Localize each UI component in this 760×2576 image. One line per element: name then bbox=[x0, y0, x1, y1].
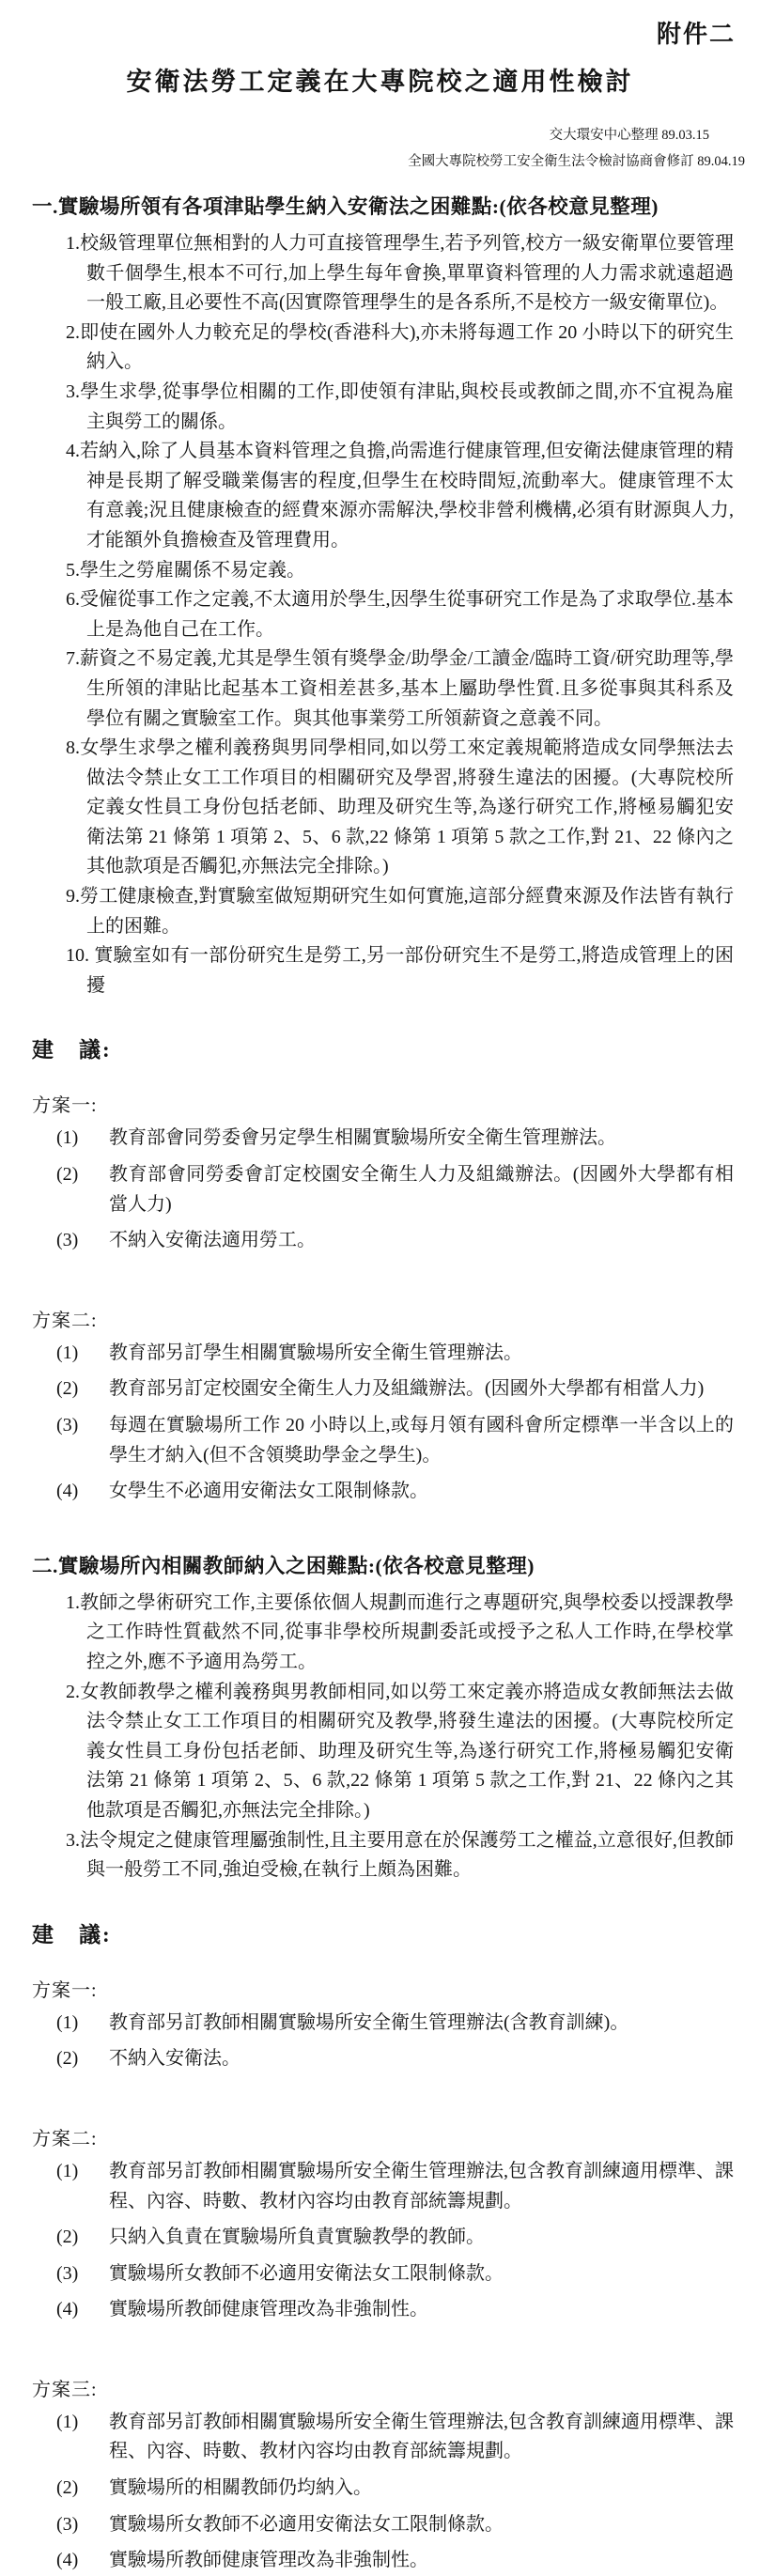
list-item bbox=[66, 644, 734, 734]
section2-plan2-label: 方案二: bbox=[32, 2128, 98, 2149]
plan-item bbox=[56, 1374, 760, 1404]
list-item bbox=[66, 941, 735, 1001]
item-number: 2. bbox=[66, 1681, 80, 1702]
list-item bbox=[66, 1589, 734, 1678]
plan-item-number: (2) bbox=[56, 2477, 79, 2499]
item-text: 薪資之不易定義,尤其是學生領有獎學金/助學金/工讀金/臨時工資/研究助理等,學生所領的津貼比起基本工資相差甚多,基本上屬助學性質.且多從事與其科系及學位有關之實驗室工作。與其他事業勞工所領薪資之意義不同。 bbox=[80, 648, 734, 729]
list-item bbox=[66, 1678, 734, 1826]
plan-item-text: 教育部另訂教師相關實驗場所安全衛生管理辦法,包含教育訓練適用標準、課程、內容、時數、教材內容均由教育部統籌規劃。 bbox=[109, 2160, 734, 2211]
section1-heading: 一.實驗場所領有各項津貼學生納入安衛法之困難點:(依各校意見整理) bbox=[32, 195, 659, 218]
plan-item-text: 不納入安衛法。 bbox=[109, 2048, 240, 2070]
plan-item-number: (2) bbox=[56, 1164, 79, 1186]
item-number: 1. bbox=[66, 233, 80, 254]
plan-item-number: (2) bbox=[56, 2227, 79, 2248]
plan-item-text: 只納入負責在實驗場所負責實驗教學的教師。 bbox=[109, 2227, 485, 2248]
plan-item-text: 實驗場所的相關教師仍均納入。 bbox=[109, 2477, 372, 2499]
plan-item bbox=[56, 1411, 760, 1470]
section2-items bbox=[0, 1589, 760, 1885]
item-number: 7. bbox=[66, 648, 80, 670]
plan-item-number: (3) bbox=[56, 1415, 79, 1435]
plan-item-number: (3) bbox=[56, 2513, 79, 2535]
plan-item-number: (4) bbox=[56, 1481, 79, 1502]
attachment-label: 附件二 bbox=[656, 21, 736, 48]
plan-item-number: (1) bbox=[56, 1127, 79, 1149]
item-number: 1. bbox=[66, 1591, 80, 1613]
list-item bbox=[66, 229, 734, 318]
item-number: 9. bbox=[66, 886, 80, 908]
plan-item bbox=[56, 1477, 760, 1507]
item-number: 6. bbox=[66, 589, 80, 611]
item-text: 若納入,除了人員基本資料管理之負擔,尚需進行健康管理,但安衛法健康管理的精神是長期了解受職業傷害的程度,但學生在校時間短,流動率大。健康管理不太有意義;況且健康檢查的經費來源亦需解決,學校非營利機構,必須有財源與人力,才能額外負擔檢查及管理費用。 bbox=[80, 441, 734, 551]
plan-item-text: 實驗場所教師健康管理改為非強制性。 bbox=[109, 2550, 428, 2571]
plan-item-number: (2) bbox=[56, 1378, 79, 1400]
plan-item-text: 教育部另訂教師相關實驗場所安全衛生管理辦法(含教育訓練)。 bbox=[109, 2011, 629, 2033]
list-item bbox=[66, 585, 734, 644]
section2-suggestion-heading: 建 議: bbox=[32, 1922, 112, 1947]
plan-item bbox=[56, 2295, 760, 2325]
plan-item bbox=[56, 2009, 760, 2039]
list-item bbox=[66, 882, 734, 941]
plan-item-text: 實驗場所教師健康管理改為非強制性。 bbox=[109, 2299, 428, 2320]
plan-item-number: (2) bbox=[56, 2048, 79, 2070]
plan-item-text: 教育部另訂學生相關實驗場所安全衛生管理辦法。 bbox=[109, 1342, 522, 1363]
section1-plan2-label: 方案二: bbox=[32, 1310, 98, 1331]
plan-item-number: (1) bbox=[56, 2160, 79, 2181]
section1-suggestion-heading: 建 議: bbox=[32, 1038, 112, 1063]
item-number: 3. bbox=[66, 380, 80, 402]
item-text: 受僱從事工作之定義,不太適用於學生,因學生從事研究工作是為了求取學位.基本上是為他自己在工作。 bbox=[80, 589, 734, 640]
section1-plan1-label: 方案一: bbox=[32, 1095, 98, 1117]
item-text: 學生求學,從事學位相關的工作,即使領有津貼,與校長或教師之間,亦不宜視為雇主與勞工的關係。 bbox=[80, 380, 734, 432]
plan-item bbox=[56, 2223, 760, 2253]
plan-item-number: (1) bbox=[56, 1342, 79, 1363]
credit-line-2: 全國大專院校勞工安全衛生法令檢討協商會修訂 89.04.19 bbox=[408, 154, 745, 169]
item-text: 女教師教學之權利義務與男教師相同,如以勞工來定義亦將造成女教師無法去做法令禁止女工工作項目的相關研究及教學,將發生違法的困擾。(大專院校所定義女性員工身份包括老師、助理及研究生等,為遂行研究工作,將極易觸犯安衛法第 21 條第 1 項第 2、5、6 款,22 條第 1 項第 5 款之工作,對 21、22 條內之其他款項是否觸犯,亦無法完全排除。) bbox=[80, 1681, 734, 1821]
plan-item-number: (1) bbox=[56, 2011, 79, 2033]
plan-item bbox=[56, 1339, 760, 1369]
section2-plan3-label: 方案三: bbox=[32, 2379, 98, 2400]
page-title: 安衛法勞工定義在大專院校之適用性檢討 bbox=[126, 68, 634, 96]
item-text: 教師之學術研究工作,主要係依個人規劃而進行之專題研究,與學校委以授課教學之工作時性質截然不同,從事非學校所規劃委託或授予之私人工作時,在學校掌控之外,應不予適用為勞工。 bbox=[80, 1591, 734, 1672]
plan-item bbox=[56, 2044, 760, 2074]
plan-item bbox=[56, 2546, 760, 2576]
item-number: 5. bbox=[66, 559, 80, 581]
plan-item-text: 每週在實驗場所工作 20 小時以上,或每月領有國科會所定標準一半含以上的學生才納入(但不含領獎助學金之學生)。 bbox=[109, 1415, 734, 1466]
list-item bbox=[66, 318, 734, 378]
credit-line-1: 交大環安中心整理 89.03.15 bbox=[549, 128, 709, 143]
item-number: 8. bbox=[66, 737, 80, 759]
plan-item bbox=[56, 2474, 760, 2504]
list-item bbox=[66, 1826, 734, 1885]
plan-item-text: 實驗場所女教師不必適用安衛法女工限制條款。 bbox=[109, 2513, 504, 2535]
plan-item bbox=[56, 1160, 760, 1219]
plan-item-text: 教育部會同勞委會另定學生相關實驗場所安全衛生管理辦法。 bbox=[109, 1127, 616, 1149]
section1-items bbox=[0, 229, 760, 1001]
section2-plan1-label: 方案一: bbox=[32, 1979, 98, 2001]
item-text: 女學生求學之權利義務與男同學相同,如以勞工來定義規範將造成女同學無法去做法令禁止女工工作項目的相關研究及學習,將發生違法的困擾。(大專院校所定義女性員工身份包括老師、助理及研究生等,為遂行研究工作,將極易觸犯安衛法第 21 條第 1 項第 2、5、6 款,22 條第 1 項第 5 款之工作,對 21、22 條內之其他款項是否觸犯,亦無法完全排除。) bbox=[80, 737, 734, 877]
item-number: 2. bbox=[66, 321, 80, 343]
plan-item bbox=[56, 2157, 760, 2216]
item-text: 勞工健康檢查,對實驗室做短期研究生如何實施,這部分經費來源及作法皆有執行上的困難。 bbox=[80, 886, 734, 937]
plan-item bbox=[56, 2408, 760, 2467]
list-item bbox=[66, 556, 734, 586]
section2-heading: 二.實驗場所內相關教師納入之困難點:(依各校意見整理) bbox=[32, 1554, 535, 1577]
plan-item-number: (3) bbox=[56, 2262, 79, 2284]
item-number: 4. bbox=[66, 441, 80, 462]
item-text: 實驗室如有一部份研究生是勞工,另一部份研究生不是勞工,將造成管理上的困擾 bbox=[86, 945, 735, 996]
list-item bbox=[66, 734, 734, 882]
plan-item-text: 教育部另訂教師相關實驗場所安全衛生管理辦法,包含教育訓練適用標準、課程、內容、時數、教材內容均由教育部統籌規劃。 bbox=[109, 2411, 734, 2462]
plan-item-number: (4) bbox=[56, 2299, 79, 2320]
plan-item-number: (4) bbox=[56, 2550, 79, 2571]
item-text: 校級管理單位無相對的人力可直接管理學生,若予列管,校方一級安衛單位要管理數千個學生,根本不可行,加上學生每年會換,單單資料管理的人力需求就遠超過一般工廠,且必要性不高(因實際管理學生的是各系所,不是校方一級安衛單位)。 bbox=[80, 233, 734, 314]
item-text: 學生之勞雇關係不易定義。 bbox=[80, 559, 305, 581]
plan-item bbox=[56, 1226, 760, 1256]
plan-item bbox=[56, 1124, 760, 1154]
plan-item-text: 不納入安衛法適用勞工。 bbox=[109, 1230, 316, 1251]
plan-item-text: 教育部會同勞委會訂定校園安全衛生人力及組織辦法。(因國外大學都有相當人力) bbox=[109, 1164, 734, 1215]
plan-item bbox=[56, 2510, 760, 2540]
item-number: 10. bbox=[66, 945, 95, 967]
plan-item-text: 教育部另訂定校園安全衛生人力及組織辦法。(因國外大學都有相當人力) bbox=[109, 1378, 705, 1400]
plan-item-number: (3) bbox=[56, 1230, 79, 1251]
plan-item-number: (1) bbox=[56, 2411, 79, 2432]
item-text: 即使在國外人力較充足的學校(香港科大),亦未將每週工作 20 小時以下的研究生納入。 bbox=[80, 321, 734, 373]
list-item bbox=[66, 378, 734, 437]
plan-item bbox=[56, 2259, 760, 2289]
list-item bbox=[66, 437, 734, 555]
plan-item-text: 實驗場所女教師不必適用安衛法女工限制條款。 bbox=[109, 2262, 504, 2284]
plan-item-text: 女學生不必適用安衛法女工限制條款。 bbox=[109, 1481, 428, 1502]
item-number: 3. bbox=[66, 1829, 80, 1851]
item-text: 法令規定之健康管理屬強制性,且主要用意在於保護勞工之權益,立意很好,但教師與一般勞工不同,強迫受檢,在執行上頗為困難。 bbox=[80, 1829, 734, 1881]
